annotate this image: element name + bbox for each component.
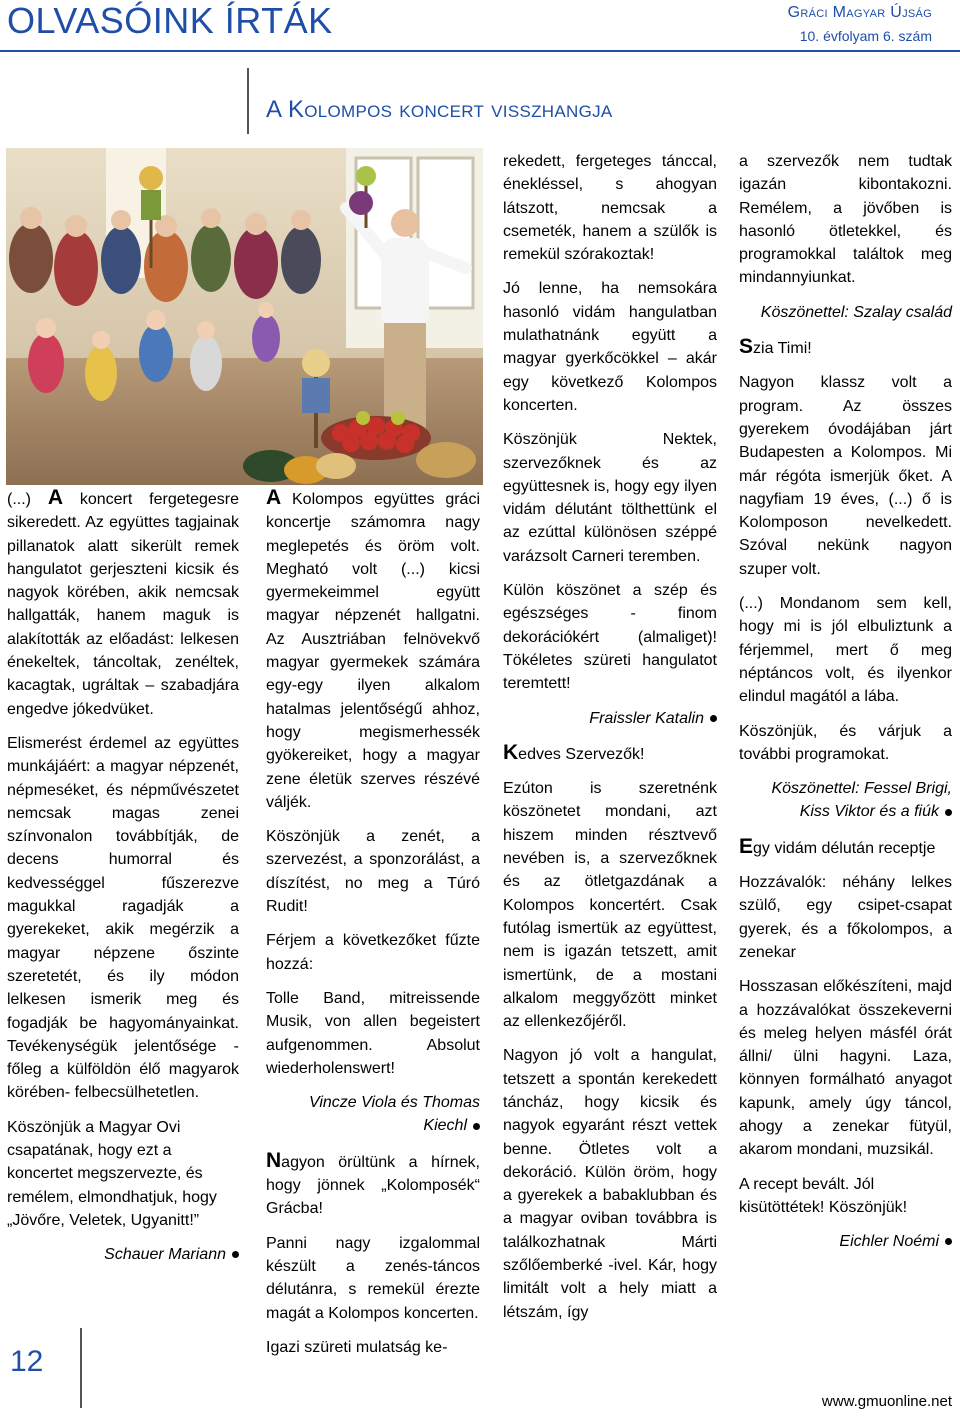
col2-drop-cap-2: N (266, 1148, 282, 1172)
col2-drop-cap: A (266, 486, 282, 509)
col1-paragraph-3: Köszönjük a Magyar Ovi csapatának, hogy ezt a koncertet megszervezte, és remélem, elmondhatjuk, hogy „Jövőre, Veletek, Ugyanitt!” (7, 1118, 217, 1229)
col4-paragraph-9: A recept bevált. Jól kisütöttétek! Köszönjük! (739, 1175, 908, 1216)
col2-paragraph-7: Igazi szüreti mulatság ke- (266, 1338, 448, 1356)
bullet-icon (232, 1251, 239, 1258)
col4-signature-2-line-2 (739, 800, 952, 823)
column-3 (503, 150, 717, 1335)
col2-signature (266, 1091, 480, 1138)
col4-paragraph-2-text: zia Timi! (753, 340, 812, 358)
col3-paragraph-5-text: edves Szervezők! (518, 745, 645, 763)
col2-paragraph-1-text: Kolompos együttes gráci koncertje számomra nagy meglepetés és öröm volt. Megható volt (...) kicsi gyermekeimmel együtt magyar népzenét hallgatni. Az Ausztriában felnövekvő magyar gyermekek számára egy-egy ilyen alkalom hatalmas jelentőségű ahhoz, hogy megismerhessék gyökereiket, hogy a magyar zene életük szerves részévé váljék. (266, 491, 480, 811)
bullet-icon (945, 809, 952, 816)
col2-paragraph-2: Köszönjük a zenét, a szervezést, a sponzorálást, a díszítést, no meg a Túró Rudit! (266, 828, 480, 916)
col4-paragraph-6 (739, 835, 952, 860)
col4-paragraph-4: (...) Mondanom sem kell, hogy mi is jól elbuliztunk a férjemmel, mert ő meg néptáncos volt, és ilyenkor elindul magától a lába. (739, 595, 952, 706)
bullet-icon (473, 1123, 480, 1130)
col2-paragraph-1 (266, 486, 480, 814)
col4-paragraph-7: Hozzávalók: néhány lelkes szülő, egy csipet-csapat gyerek, és a főkolompos, a zenekar (739, 874, 952, 961)
page-number: 12 (10, 1345, 44, 1378)
section-title: OLVASÓINK ÍRTÁK (7, 0, 333, 41)
col1-paragraph-2: Elismerést érdemel az együttes munkájáért: a magyar népzenét, népmeséket, és népművészetet nemcsak magas zenei színvonalon továbbítják, de decens humorral és kedvességgel fűszerezve magukkal ragadják a gyerekeket, akik megérzik a magyar népzene őszinte szeretetét, és ily módon lelkesen ismerik meg és fogadják be hagyományainkat. Tevékenységük jelentősége -főleg a külföldön élő magyarok körében- felbecsülhetetlen. (7, 734, 239, 1102)
bullet-icon (945, 1238, 952, 1245)
col4-paragraph-6-text: gy vidám délután receptje (753, 839, 936, 857)
col3-paragraph-4: Külön köszönet a szép és egészséges - finom dekorációkért (almaliget)! Tökéletes szüreti hangulatot teremtett! (503, 582, 717, 693)
col3-drop-cap: K (503, 740, 519, 764)
col3-paragraph-1: rekedett, fergeteges tánccal, énekléssel, s ahogyan látszott, nemcsak a csemeték, hanem a szülők is remekül szórakoztak! (503, 153, 717, 264)
col2-paragraph-4: Tolle Band, mitreissende Musik, von allen begeistert aufgenommen. Absolut wiederholenswert! (266, 989, 480, 1077)
issue-info: 10. évfolyam 6. szám (799, 28, 932, 44)
col4-paragraph-5: Köszönjük, és várjuk a további programokat. (739, 722, 952, 763)
journal-name: Gráci Magyar Újság (787, 4, 932, 21)
concert-photo-icon (6, 148, 483, 485)
col3-signature-text: Fraissler Katalin (589, 709, 704, 727)
col1-signature-text: Schauer Mariann (104, 1246, 226, 1264)
title-vertical-rule (247, 68, 249, 134)
bullet-icon (710, 715, 717, 722)
col3-paragraph-6: Ezúton is szeretnénk köszönetet mondani, azt hiszem minden résztvevő nevében is, a szervezőknek és az ötletgazdának a Kolompos koncertért. Csak futólag ismertük az együttest, nem is igazán tetszett, amit ismertünk, de a mostani alkalom meggyőzött minket az ellenkezőjéről. (503, 780, 717, 1031)
footer-url[interactable]: www.gmuonline.net (821, 1393, 952, 1410)
article-title: A Kolompos koncert visszhangja (266, 96, 613, 123)
col1-paragraph-1-text: koncert fergetegesre sikeredett. Az együttes tagjainak pillanatok alatt sikerült remek hangulatot gerjeszteni kicsik és nagyok körében, akik nemcsak hallgatták, hanem maguk is alakították az előadást: lelkesen énekeltek, táncoltak, zenéltek, kacagtak, ugráltak – szabadjára engedve jókedvüket. (7, 491, 240, 718)
col3-paragraph-7: Nagyon jó volt a hangulat, tetszett a spontán kerekedett táncház, hogy kicsik és nagyok egyaránt részt vettek benne. Ötletes volt a dekoráció. Külön öröm, hogy a gyerekek a babaklubban és a magyar oviban továbbra is találkozhatnak Márti szőlőemberké -ivel. Kár, hogy limitált volt a hely miatt a létszám, így (503, 1047, 717, 1321)
col3-paragraph-2: Jó lenne, ha nemsokára hasonló vidám hangulatban mulathatnánk együtt a magyar gyerkőcökkel – akár egy következő Kolompos koncerten. (503, 280, 717, 414)
col2-paragraph-5 (266, 1149, 480, 1221)
column-1 (7, 486, 239, 1278)
col4-signature-2b: Kiss Viktor és a fiúk (799, 803, 939, 821)
column-4 (739, 150, 952, 1264)
col2-paragraph-3: Férjem a következőket fűzte hozzá: (266, 932, 480, 973)
col4-signature-1: Köszönettel: Szalay család (760, 303, 952, 321)
col1-signature (7, 1243, 239, 1266)
col4-paragraph-8: Hosszasan előkészíteni, majd a hozzávalókat összekeverni és meleg helyen másfél órát állni/ ülni hagyni. Laza, könnyen formálható anyagot kapunk, amely úgy táncol, ahogy a zenekar fütyül, akarom mondani, muzsikál. (739, 978, 952, 1159)
header-divider (0, 50, 960, 52)
col4-paragraph-1: a szervezők nem tudtak igazán kibontakozni. Remélem, a jövőben is hasonló ötletekkel, és programokkal találtok meg mindannyiunkat. (739, 153, 952, 287)
journal-masthead (788, 4, 932, 44)
col1-lead: (...) (7, 491, 48, 508)
col2-paragraph-6: Panni nagy izgalommal készült a zenés-táncos délutánra, s remekül érezte magát a Kolompos koncerten. (266, 1234, 480, 1322)
col4-drop-cap-2: E (739, 834, 754, 858)
col1-paragraph-1 (7, 486, 239, 721)
col2-paragraph-5-text: agyon örültünk a hírnek, hogy jönnek „Kolomposék“ Grácba! (266, 1153, 480, 1218)
column-2 (266, 486, 480, 1370)
col3-signature (503, 707, 717, 730)
col3-paragraph-3: Köszönjük Nektek, szervezőknek és az együttesnek is, hogy egy ilyen vidám délutánt tölthettünk el az ezúttal különösen széppé varázsolt Carneri teremben. (503, 431, 717, 565)
col4-signature-3-text: Eichler Noémi (839, 1233, 939, 1251)
col1-drop-cap: A (47, 486, 64, 509)
col4-paragraph-3: Nagyon klassz volt a program. Az összes gyerekem óvodájában járt Budapesten a Kolompos. Mi már régóta ismerjük őket. A nagyfiam 19 éves, (...) ő is Kolomposon nevelkedett. Szóval nekünk nagyon szuper volt. (739, 374, 952, 578)
col4-signature-2 (739, 777, 952, 800)
col4-drop-cap: S (739, 335, 754, 359)
col2-signature-text: Vincze Viola és Thomas Kiechl (308, 1094, 480, 1135)
page-number-rule (80, 1328, 82, 1408)
col4-signature-2a: Köszönettel: Fessel Brigi, (771, 780, 952, 798)
col4-signature-3 (739, 1230, 952, 1253)
col4-paragraph-2 (739, 335, 952, 360)
col3-paragraph-5 (503, 741, 717, 766)
concert-photo (6, 148, 483, 485)
